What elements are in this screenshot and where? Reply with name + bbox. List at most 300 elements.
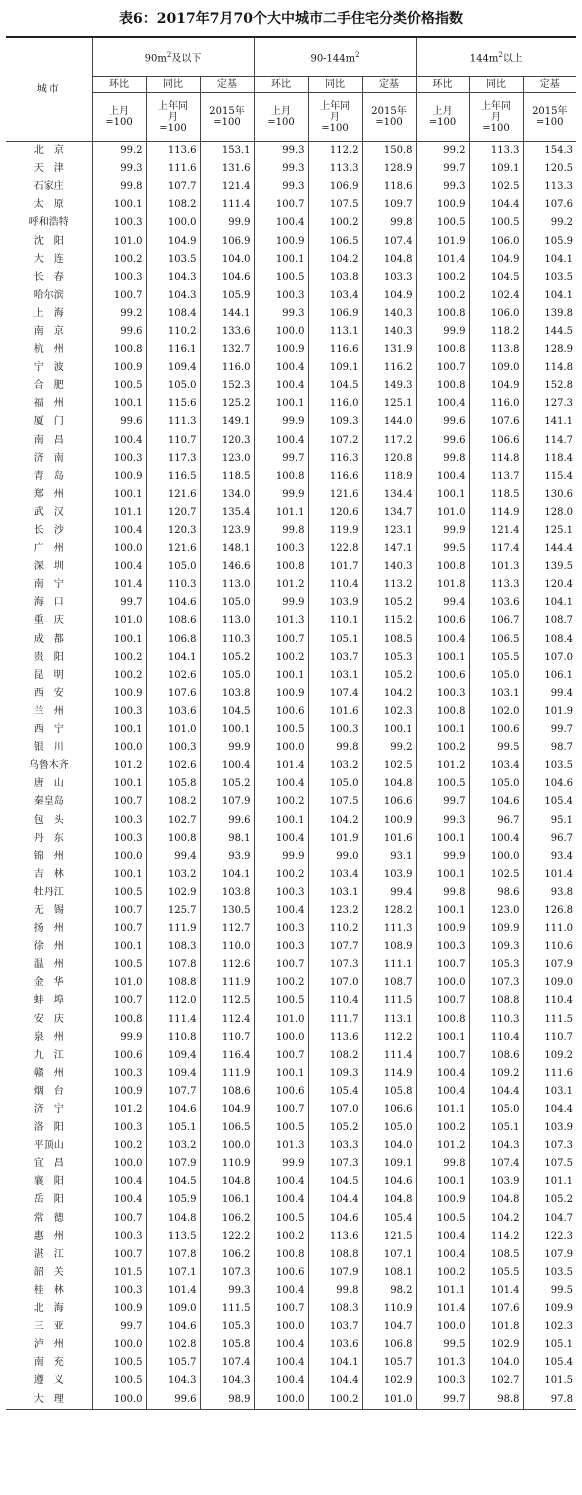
index-value: 100.4 <box>200 757 254 775</box>
table-row <box>6 1372 576 1390</box>
index-value: 112.7 <box>200 920 254 938</box>
city-name: 郑 州 <box>6 486 92 504</box>
index-value: 107.0 <box>308 1101 362 1119</box>
index-value: 103.8 <box>200 884 254 902</box>
index-value: 110.9 <box>200 1155 254 1173</box>
index-value: 102.9 <box>146 884 200 902</box>
index-value: 100.1 <box>92 395 146 413</box>
city-name: 赣 州 <box>6 1065 92 1083</box>
sub-header: 同比 <box>469 77 523 93</box>
index-value: 152.8 <box>523 377 576 395</box>
table-row <box>6 269 576 287</box>
index-value: 105.0 <box>200 594 254 612</box>
sub-header: 同比 <box>146 77 200 93</box>
index-value: 99.7 <box>416 1390 469 1409</box>
index-value: 108.7 <box>362 974 416 992</box>
index-value: 109.3 <box>308 1065 362 1083</box>
city-name: 吉 林 <box>6 866 92 884</box>
index-value: 100.5 <box>92 1372 146 1390</box>
index-value: 110.4 <box>308 992 362 1010</box>
index-value: 100.3 <box>308 721 362 739</box>
index-value: 104.0 <box>200 251 254 269</box>
index-value: 106.1 <box>523 667 576 685</box>
index-value: 110.0 <box>200 938 254 956</box>
index-value: 121.4 <box>469 522 523 540</box>
index-value: 100.3 <box>92 1119 146 1137</box>
index-value: 100.4 <box>254 1173 308 1191</box>
index-value: 100.5 <box>92 884 146 902</box>
index-value: 100.1 <box>416 649 469 667</box>
index-value: 100.0 <box>92 739 146 757</box>
index-value: 103.5 <box>523 269 576 287</box>
group-header-medium: $90-144m^2$ <box>254 37 416 77</box>
index-value: 101.2 <box>92 1101 146 1119</box>
index-value: 100.4 <box>416 1228 469 1246</box>
table-row <box>6 1191 576 1209</box>
index-value: 100.0 <box>92 848 146 866</box>
index-value: 99.9 <box>416 323 469 341</box>
index-value: 98.6 <box>469 884 523 902</box>
index-value: 93.1 <box>362 848 416 866</box>
index-value: 100.3 <box>254 540 308 558</box>
index-value: 139.5 <box>523 558 576 576</box>
index-value: 130.6 <box>523 486 576 504</box>
index-value: 113.0 <box>200 612 254 630</box>
index-value: 100.1 <box>416 830 469 848</box>
city-name: 南 昌 <box>6 432 92 450</box>
index-value: 134.0 <box>200 486 254 504</box>
index-value: 105.2 <box>362 594 416 612</box>
index-value: 118.5 <box>200 468 254 486</box>
city-name: 哈尔滨 <box>6 287 92 305</box>
table-row <box>6 432 576 450</box>
index-value: 100.8 <box>416 305 469 323</box>
city-name: 烟 台 <box>6 1083 92 1101</box>
index-value: 146.6 <box>200 558 254 576</box>
index-value: 118.5 <box>469 486 523 504</box>
index-value: 99.7 <box>92 594 146 612</box>
index-value: 123.1 <box>362 522 416 540</box>
index-value: 100.5 <box>254 721 308 739</box>
index-value: 102.9 <box>362 1372 416 1390</box>
city-name: 三 亚 <box>6 1318 92 1336</box>
index-value: 108.7 <box>523 612 576 630</box>
city-name: 北 海 <box>6 1300 92 1318</box>
index-value: 102.0 <box>469 703 523 721</box>
table-row <box>6 1101 576 1119</box>
index-value: 99.4 <box>416 594 469 612</box>
table-row <box>6 576 576 594</box>
index-value: 103.9 <box>308 594 362 612</box>
index-value: 102.5 <box>362 757 416 775</box>
index-value: 100.0 <box>469 848 523 866</box>
index-value: 100.2 <box>416 1264 469 1282</box>
index-value: 103.3 <box>362 269 416 287</box>
table-row <box>6 793 576 811</box>
index-value: 100.9 <box>92 685 146 703</box>
index-value: 99.5 <box>469 739 523 757</box>
index-value: 122.2 <box>200 1228 254 1246</box>
index-value: 132.7 <box>200 341 254 359</box>
city-name: 长 春 <box>6 269 92 287</box>
city-name: 温 州 <box>6 956 92 974</box>
index-value: 100.1 <box>416 1173 469 1191</box>
index-value: 101.4 <box>146 1282 200 1300</box>
index-value: 108.6 <box>200 1083 254 1101</box>
index-value: 112.2 <box>308 142 362 161</box>
index-value: 100.4 <box>92 1173 146 1191</box>
city-name: 昆 明 <box>6 667 92 685</box>
table-row <box>6 866 576 884</box>
index-value: 100.7 <box>92 1246 146 1264</box>
index-value: 149.1 <box>200 413 254 431</box>
index-value: 115.4 <box>523 468 576 486</box>
index-value: 100.1 <box>254 811 308 829</box>
index-value: 105.4 <box>308 1083 362 1101</box>
index-value: 99.3 <box>254 160 308 178</box>
index-value: 100.2 <box>308 214 362 232</box>
index-value: 100.4 <box>254 1282 308 1300</box>
index-value: 100.0 <box>254 739 308 757</box>
city-header: 城市 <box>6 37 92 142</box>
table-row <box>6 757 576 775</box>
index-value: 99.4 <box>523 685 576 703</box>
index-value: 101.0 <box>92 232 146 250</box>
index-value: 100.5 <box>254 269 308 287</box>
table-row <box>6 486 576 504</box>
index-value: 128.0 <box>523 504 576 522</box>
index-value: 104.4 <box>308 1372 362 1390</box>
index-value: 100.3 <box>254 287 308 305</box>
index-value: 114.8 <box>469 450 523 468</box>
index-value: 113.5 <box>146 1228 200 1246</box>
index-value: 103.2 <box>146 866 200 884</box>
index-value: 121.6 <box>146 486 200 504</box>
index-value: 121.5 <box>362 1228 416 1246</box>
table-row <box>6 1336 576 1354</box>
index-value: 108.6 <box>469 1047 523 1065</box>
index-value: 100.1 <box>254 667 308 685</box>
index-value: 100.2 <box>254 793 308 811</box>
index-value: 107.3 <box>523 1137 576 1155</box>
index-value: 106.2 <box>200 1246 254 1264</box>
index-value: 98.9 <box>200 1390 254 1409</box>
index-value: 104.1 <box>523 594 576 612</box>
city-name: 九 江 <box>6 1047 92 1065</box>
index-value: 105.4 <box>523 1354 576 1372</box>
index-value: 101.9 <box>523 703 576 721</box>
index-value: 100.4 <box>92 558 146 576</box>
index-value: 121.6 <box>146 540 200 558</box>
index-value: 96.7 <box>523 830 576 848</box>
index-value: 100.3 <box>416 938 469 956</box>
index-value: 110.4 <box>308 576 362 594</box>
city-name: 兰 州 <box>6 703 92 721</box>
index-value: 104.3 <box>146 269 200 287</box>
sub-header: 定基 <box>200 77 254 93</box>
index-value: 107.0 <box>308 974 362 992</box>
table-row <box>6 1083 576 1101</box>
city-name: 青 岛 <box>6 468 92 486</box>
table-header <box>6 37 576 142</box>
index-value: 101.0 <box>416 504 469 522</box>
index-value: 101.2 <box>416 1137 469 1155</box>
table-row <box>6 1246 576 1264</box>
index-value: 104.1 <box>200 866 254 884</box>
index-value: 99.7 <box>523 721 576 739</box>
index-value: 144.1 <box>200 305 254 323</box>
city-name: 杭 州 <box>6 341 92 359</box>
index-value: 116.3 <box>308 450 362 468</box>
index-value: 108.4 <box>523 631 576 649</box>
index-value: 116.0 <box>308 395 362 413</box>
index-value: 104.6 <box>146 1318 200 1336</box>
index-value: 100.4 <box>469 830 523 848</box>
index-value: 100.0 <box>92 1155 146 1173</box>
index-value: 100.9 <box>416 196 469 214</box>
index-value: 104.2 <box>362 685 416 703</box>
index-value: 100.0 <box>254 1029 308 1047</box>
index-value: 100.6 <box>254 1264 308 1282</box>
index-value: 100.9 <box>416 1191 469 1209</box>
sub-header: 环比 <box>92 77 146 93</box>
index-value: 113.3 <box>308 160 362 178</box>
table-row <box>6 1029 576 1047</box>
index-value: 100.7 <box>254 631 308 649</box>
index-value: 100.7 <box>92 287 146 305</box>
index-value: 102.7 <box>146 811 200 829</box>
index-value: 105.2 <box>200 775 254 793</box>
index-value: 100.1 <box>92 938 146 956</box>
table-row <box>6 341 576 359</box>
index-value: 100.9 <box>254 341 308 359</box>
index-value: 107.7 <box>146 178 200 196</box>
index-value: 109.0 <box>523 974 576 992</box>
index-value: 101.7 <box>308 558 362 576</box>
index-value: 102.7 <box>469 1372 523 1390</box>
index-value: 99.8 <box>362 214 416 232</box>
index-value: 108.2 <box>146 196 200 214</box>
index-value: 99.3 <box>254 142 308 161</box>
index-value: 105.0 <box>200 667 254 685</box>
index-value: 117.3 <box>146 450 200 468</box>
index-value: 99.3 <box>416 178 469 196</box>
table-row <box>6 323 576 341</box>
index-value: 110.3 <box>469 1011 523 1029</box>
index-value: 109.3 <box>469 938 523 956</box>
table-row <box>6 1354 576 1372</box>
city-name: 宁 波 <box>6 359 92 377</box>
index-value: 99.4 <box>362 884 416 902</box>
index-value: 128.9 <box>362 160 416 178</box>
index-value: 101.0 <box>92 974 146 992</box>
index-value: 104.4 <box>469 196 523 214</box>
index-value: 99.6 <box>200 811 254 829</box>
index-value: 99.5 <box>416 540 469 558</box>
index-value: 104.8 <box>469 1191 523 1209</box>
index-value: 111.4 <box>362 1047 416 1065</box>
index-value: 100.9 <box>254 232 308 250</box>
index-value: 101.5 <box>523 1372 576 1390</box>
index-value: 104.5 <box>200 703 254 721</box>
index-value: 100.0 <box>92 540 146 558</box>
index-value: 116.2 <box>362 359 416 377</box>
index-value: 100.6 <box>469 721 523 739</box>
index-value: 101.9 <box>308 830 362 848</box>
city-name: 宜 昌 <box>6 1155 92 1173</box>
city-name: 太 原 <box>6 196 92 214</box>
index-value: 100.1 <box>92 866 146 884</box>
index-value: 109.7 <box>362 196 416 214</box>
city-name: 福 州 <box>6 395 92 413</box>
index-value: 100.3 <box>92 269 146 287</box>
index-value: 100.2 <box>416 739 469 757</box>
index-value: 117.4 <box>469 540 523 558</box>
index-value: 103.6 <box>146 703 200 721</box>
index-value: 115.2 <box>362 612 416 630</box>
table-row <box>6 1173 576 1191</box>
index-value: 118.4 <box>523 450 576 468</box>
index-value: 117.2 <box>362 432 416 450</box>
index-value: 101.5 <box>92 1264 146 1282</box>
sub-header: 定基 <box>362 77 416 93</box>
index-value: 100.0 <box>200 1137 254 1155</box>
index-value: 100.4 <box>92 1191 146 1209</box>
index-value: 100.4 <box>254 1336 308 1354</box>
base-header: 上月 =100 <box>254 93 308 142</box>
index-value: 101.1 <box>92 504 146 522</box>
index-value: 112.5 <box>200 992 254 1010</box>
table-row <box>6 830 576 848</box>
index-value: 121.4 <box>200 178 254 196</box>
index-value: 104.3 <box>146 1372 200 1390</box>
index-value: 99.6 <box>92 413 146 431</box>
index-value: 141.1 <box>523 413 576 431</box>
index-value: 111.4 <box>146 1011 200 1029</box>
index-value: 99.6 <box>416 413 469 431</box>
index-value: 120.7 <box>146 504 200 522</box>
city-name: 大 理 <box>6 1390 92 1409</box>
index-value: 104.4 <box>523 1101 576 1119</box>
index-value: 104.7 <box>362 1318 416 1336</box>
index-value: 110.3 <box>146 576 200 594</box>
index-value: 99.8 <box>308 739 362 757</box>
index-value: 100.1 <box>416 902 469 920</box>
index-value: 97.8 <box>523 1390 576 1409</box>
table-row <box>6 1390 576 1409</box>
index-value: 100.7 <box>416 1047 469 1065</box>
index-value: 113.0 <box>200 576 254 594</box>
index-value: 109.4 <box>146 1065 200 1083</box>
index-value: 99.5 <box>416 1336 469 1354</box>
index-value: 108.3 <box>146 938 200 956</box>
index-value: 109.1 <box>469 160 523 178</box>
index-value: 113.2 <box>362 576 416 594</box>
index-value: 105.4 <box>362 1210 416 1228</box>
city-name: 襄 阳 <box>6 1173 92 1191</box>
table-row <box>6 667 576 685</box>
index-value: 110.7 <box>146 432 200 450</box>
index-value: 108.2 <box>146 793 200 811</box>
index-value: 101.9 <box>416 232 469 250</box>
index-value: 128.2 <box>362 902 416 920</box>
index-value: 112.4 <box>200 1011 254 1029</box>
index-value: 118.9 <box>362 468 416 486</box>
index-value: 107.7 <box>146 1083 200 1101</box>
index-value: 104.7 <box>523 1210 576 1228</box>
index-value: 100.1 <box>92 721 146 739</box>
table-row <box>6 1011 576 1029</box>
index-value: 112.2 <box>362 1029 416 1047</box>
index-value: 113.6 <box>308 1228 362 1246</box>
index-value: 107.3 <box>200 1264 254 1282</box>
index-value: 113.6 <box>146 142 200 161</box>
index-value: 99.6 <box>146 1390 200 1409</box>
index-value: 99.9 <box>254 848 308 866</box>
index-value: 98.7 <box>523 739 576 757</box>
table-row <box>6 540 576 558</box>
table-row <box>6 468 576 486</box>
index-value: 100.3 <box>92 811 146 829</box>
index-value: 104.5 <box>469 269 523 287</box>
index-value: 100.9 <box>92 1300 146 1318</box>
index-value: 100.7 <box>254 956 308 974</box>
index-value: 105.1 <box>469 1119 523 1137</box>
index-value: 99.9 <box>254 486 308 504</box>
index-value: 111.3 <box>146 413 200 431</box>
index-value: 101.4 <box>523 866 576 884</box>
index-value: 100.8 <box>416 558 469 576</box>
index-value: 100.7 <box>254 196 308 214</box>
city-name: 深 圳 <box>6 558 92 576</box>
index-value: 105.9 <box>200 287 254 305</box>
city-name: 合 肥 <box>6 377 92 395</box>
city-name: 岳 阳 <box>6 1191 92 1209</box>
index-value: 100.4 <box>416 1083 469 1101</box>
city-name: 长 沙 <box>6 522 92 540</box>
city-name: 洛 阳 <box>6 1119 92 1137</box>
index-value: 96.7 <box>469 811 523 829</box>
index-value: 104.6 <box>469 793 523 811</box>
index-value: 100.9 <box>92 359 146 377</box>
city-name: 惠 州 <box>6 1228 92 1246</box>
city-name: 银 川 <box>6 739 92 757</box>
index-value: 103.4 <box>308 866 362 884</box>
index-value: 103.4 <box>469 757 523 775</box>
index-value: 114.9 <box>362 1065 416 1083</box>
index-value: 123.0 <box>200 450 254 468</box>
index-value: 99.9 <box>416 522 469 540</box>
index-value: 125.2 <box>200 395 254 413</box>
index-value: 107.1 <box>362 1246 416 1264</box>
index-value: 100.4 <box>254 1354 308 1372</box>
index-value: 100.1 <box>92 631 146 649</box>
table-row <box>6 1119 576 1137</box>
index-value: 107.9 <box>146 1155 200 1173</box>
index-value: 101.0 <box>254 1011 308 1029</box>
index-value: 100.8 <box>416 1011 469 1029</box>
index-value: 100.8 <box>146 830 200 848</box>
index-value: 100.2 <box>416 269 469 287</box>
index-value: 104.0 <box>362 1137 416 1155</box>
index-value: 108.5 <box>469 1246 523 1264</box>
index-value: 113.8 <box>469 341 523 359</box>
city-name: 徐 州 <box>6 938 92 956</box>
table-row <box>6 1228 576 1246</box>
index-value: 104.9 <box>469 251 523 269</box>
index-value: 111.9 <box>200 1065 254 1083</box>
index-value: 100.7 <box>92 920 146 938</box>
